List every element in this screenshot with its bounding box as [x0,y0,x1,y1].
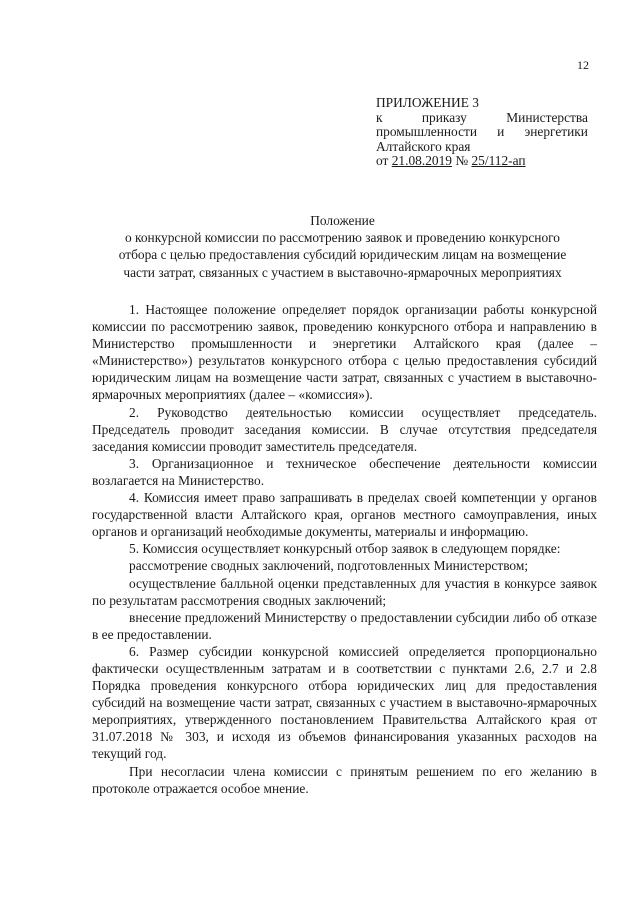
document-body [92,301,597,797]
order-number: 25/112-ап [471,153,526,168]
appendix-ministry-line [376,125,588,140]
paragraph-1: 1. Настоящее положение определяет порядок организации работы конкурсной комиссии по рассмотрению заявок, проведению конкурсного отбора и направлению в Министерство промышленности и энергетики Алтайского края (далее – «Министерство») результатов конкурсного отбора с целью предоставления субсидий юридическим лицам на возмещение части затрат, связанных с участием в выставочно-ярмарочных мероприятиях (далее – «комиссия»). [92,302,597,403]
title-line: отбора с целью предоставления субсидий юридическим лицам на возмещение [118,247,567,263]
paragraph-dissent: При несогласии члена комиссии с принятым решением по его желанию в протоколе отражается особое мнение. [92,763,597,796]
paragraph-3: 3. Организационное и техническое обеспечение деятельности комиссии возлагается на Министерство. [92,455,597,488]
list-item: рассмотрение сводных заключений, подготовленных Министерством; [129,558,529,574]
appendix-word: и [497,124,505,139]
title-line: Положение [310,213,375,228]
date-prefix: от [376,153,392,168]
paragraph-6: 6. Размер субсидии конкурсной комиссией определяется пропорционально фактически осуществленным затратам и в соответствии с пунктами 2.6, 2.7 и 2.8 Порядка проведения конкурсного отбора юридических лиц для предоставления субсидий на возмещение части затрат, связанных с участием в выставочно-ярмарочных мероприятиях, утвержденного постановлением Правительства Алтайского края от 31.07.2018 № 303, и исходя из объемов финансирования указанных расходов на текущий год. [92,643,597,762]
paragraph-5: 5. Комиссия осуществляет конкурсный отбор заявок в следующем порядке: [129,541,561,557]
title-line: части затрат, связанных с участием в выставочно-ярмарочных мероприятиях [123,264,562,280]
paragraph-2: 2. Руководство деятельностью комиссии осуществляет председатель. Председатель проводит заседания комиссии. В случае отсутствия председателя заседания комиссии проводит заместитель председателя. [92,404,597,454]
appendix-word: к [376,109,383,125]
appendix-order-line [376,111,588,126]
appendix-word: Министерства [506,109,588,125]
appendix-region-line: Алтайского края [376,138,471,154]
appendix-word: энергетики [524,124,588,139]
order-date: 21.08.2019 [391,153,452,168]
appendix-title: ПРИЛОЖЕНИЕ 3 [376,95,479,110]
appendix-word: промышленности [376,124,478,139]
appendix-date-line [376,154,588,169]
title-line: о конкурсной комиссии по рассмотрению заявок и проведению конкурсного [124,230,561,246]
list-item: осуществление балльной оценки представленных для участия в конкурсе заявок по результатам рассмотрения сводных заключений; [92,575,597,608]
appendix-word: приказу [421,109,467,125]
appendix-header [376,96,588,169]
list-item: внесение предложений Министерству о предоставлении субсидии либо об отказе в ее предоставлении. [92,609,597,642]
page-number: 12 [577,58,589,72]
document-title [70,212,615,281]
number-prefix: № [451,153,472,168]
paragraph-4: 4. Комиссия имеет право запрашивать в пределах своей компетенции у органов государственной власти Алтайского края, органов местного самоуправления, иных органов и организаций необходимые документы, материалы и информацию. [92,490,597,540]
